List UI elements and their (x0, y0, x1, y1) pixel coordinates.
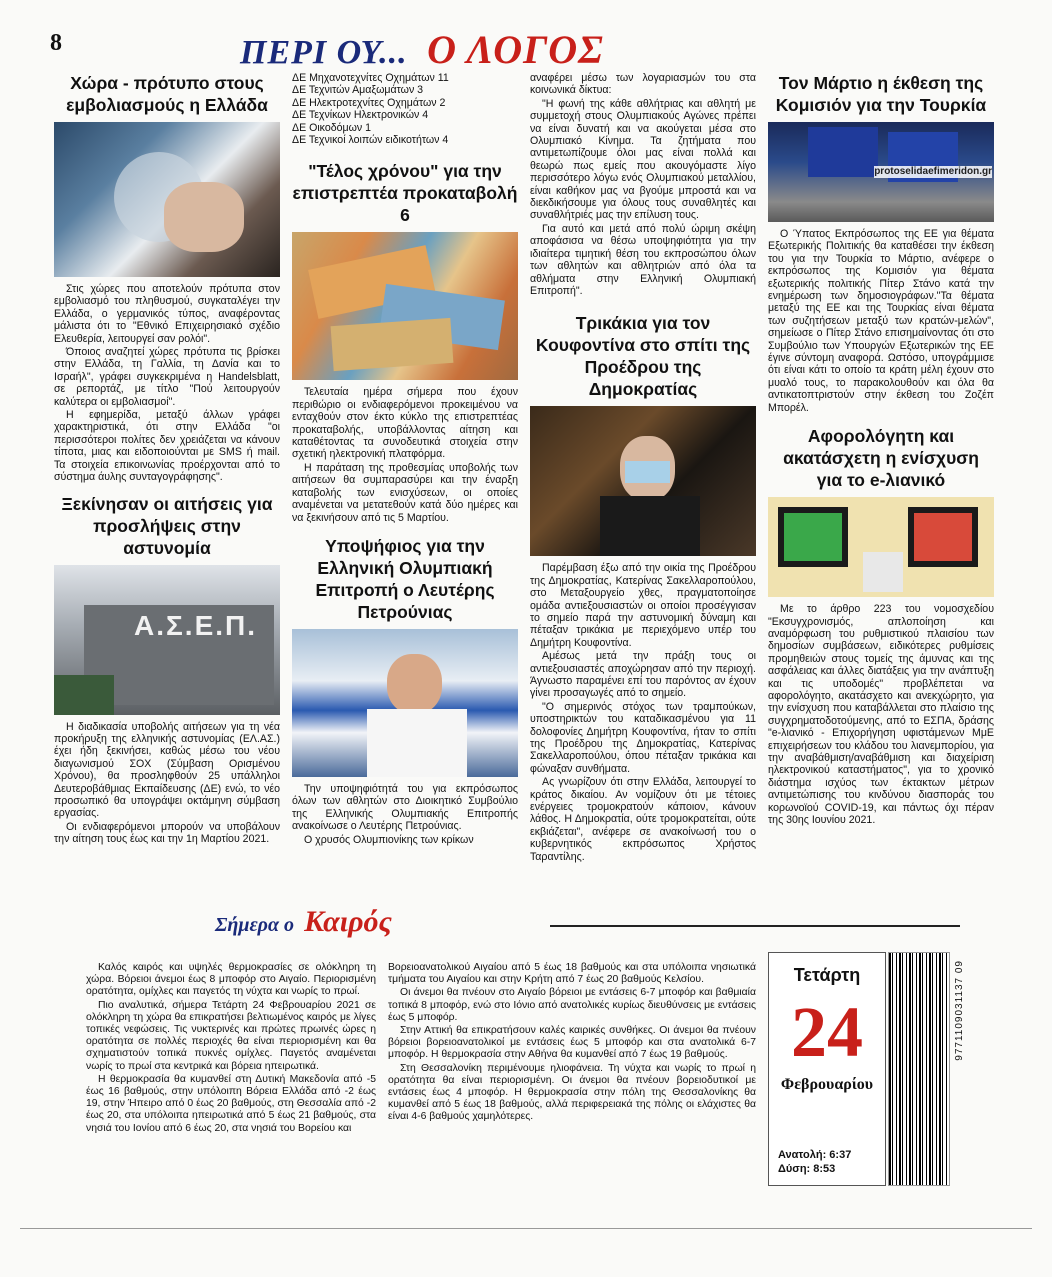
list-item: ΔΕ Τεχνικοί λοιπών ειδικοτήτων 4 (292, 134, 449, 147)
photo-euro-banknotes (292, 232, 518, 380)
photo-vaccination (54, 122, 280, 277)
sunset: Δύση: 8:53 (778, 1163, 836, 1175)
paragraph: Τελευταία ημέρα σήμερα που έχουν περιθώριο οι ενδιαφερόμενοι προκειμένου να ενταχθούν στον έκτο κύκλο της επιστρεπτέας προκαταβολής, υποβάλλοντας αίτηση και καταθέτοντας τα συνοδευτικά στοιχεία στην σχετική ηλεκτρονική πλατφόρμα. (292, 386, 518, 461)
paragraph: Ο χρυσός Ολυμπιονίκης των κρίκων (304, 833, 474, 846)
paragraph: Η διαδικασία υποβολής αιτήσεων για τη νέα προκήρυξη της ελληνικής αστυνομίας (ΕΛ.ΑΣ.) έχει ήδη ξεκινήσει, καθώς μέσω του νέου διαγωνισμού ΣΟΧ (Σύμβαση Ορισμένου Χρόνου), θα προσληφθούν 25 υπάλληλοι Δευτεροβάθμιας Εκπαίδευσης (ΔΕ) ενώ, το νέο προσωπικό θα υπογράψει οκτάμηνη σύμβαση εργασίας. (54, 720, 280, 820)
weather-title (215, 905, 392, 939)
paragraph: Καλός καιρός και υψηλές θερμοκρασίες σε ολόκληρη τη χώρα. Βόρειοι άνεμοι έως 8 μποφόρ στο Αιγαίο. Περιορισμένη ορατότητα, ομίχλες και παγετός τη νύχτα και νωρίς το πρωί. (86, 962, 376, 998)
photo-president (530, 406, 756, 556)
paragraph: Οι άνεμοι θα πνέουν στο Αιγαίο βόρειοι με εντάσεις 6-7 μποφόρ και βαθμιαία τοπικά 8 μποφόρ, ενώ στο Ιόνιο από ανατολικές κυρίως διευθύνσεις με εντάσεις έως 5 μποφόρ. (388, 987, 756, 1023)
list-item: ΔΕ Τεχνίκων Ηλεκτρονικών 4 (292, 109, 429, 122)
day-number: 24 (791, 992, 863, 1072)
paragraph: Βορειοανατολικού Αιγαίου από 5 έως 18 βαθμούς και στα υπόλοιπα νησιωτικά τμήματα του Αιγαίου και στην Κρήτη από 7 έως 20 βαθμούς Κελσίου. (388, 962, 756, 986)
paragraph: Παρέμβαση έξω από την οικία της Προέδρου της Δημοκρατίας, Κατερίνας Σακελλαροπούλου, στο Μεταξουργείο χθες, πραγματοποίησε ομάδα αντιεξουσιαστών οι οποίοι προσέγγισαν το σημείο παρά την αστυνομική δύναμη και πέταξαν τρικάκια με περιεχόμενο υπέρ του Δημήτρη Κουφοντίνα. (530, 562, 756, 649)
page-number: 8 (50, 30, 62, 56)
paragraph: Στην Αττική θα επικρατήσουν καλές καιρικές συνθήκες. Οι άνεμοι θα πνέουν βόρειοι βορειοανατολικοί με εντάσεις έως 5 μποφόρ και στα ανατολικά 6-7 μποφόρ. Η θερμοκρασία στην Αθήνα θα κυμανθεί από 7 έως 19 βαθμούς. (388, 1025, 756, 1061)
paragraph: Με το άρθρο 223 του νομοσχεδίου "Εκσυγχρονισμός, απλοποίηση και αναμόρφωση του ρυθμιστικού πλαισίου των δημοσίων συμβάσεων, ειδικότερες ρυθμίσεις προμηθειών στους τομείς της άμυνας και της ασφάλειας και άλλες διατάξεις για την ανάπτυξη και τις υποδομές" προβλέπεται να αφορολόγητο, ακατάσχετο και ανεκχώρητο, για την ενίσχυση που καταβάλλεται στο πλαίσιο της συγχρηματοδοτούμενης, από το ΕΣΠΑ, δράσης "e-λιανικό - Επιχορήγηση υφιστάμενων ΜμΕ επιχειρήσεων του κλάδου του λιανεμπορίου, για την αναβάθμιση/αναβάθμιση και διαχείριση ηλεκτρονικού καταστήματος", για το χρονικό διάστημα ισχύος των έκτακτων μέτρων αντιμετώπισης του κινδύνου διασποράς του κορωνοϊού COVID-19, και πάντως όχι πέραν της 30ης Ιουνίου 2021. (768, 603, 994, 826)
paragraph: Η εφημερίδα, μεταξύ άλλων γράφει χαρακτηριστικά, ότι στην Ελλάδα "οι περισσότεροι πολίτες δεν χρειάζεται να κάνουν τίποτα, μιας και ειδοποιούνται με SMS ή mail. Τα στοιχεία επικοινωνίας προέρχονται από το σύστημα άυλης συνταγογράφησης". (54, 409, 280, 484)
paragraph: Για αυτό και μετά από πολύ ώριμη σκέψη αποφάσισα να θέσω υποψηφιότητα για την ιδιαίτερα τιμητική θέση του εκπροσώπου όλων των αθλητών και αθλητριών από όλα τα αθλήματα στην Ελληνική Ολυμπιακή Επιτροπή". (530, 222, 756, 297)
paragraph: Η θερμοκρασία θα κυμανθεί στη Δυτική Μακεδονία από -5 έως 16 βαθμούς, στην υπόλοιπη Βόρεια Ελλάδα από -2 έως 19, στην Ήπειρο από 0 έως 20 βαθμούς, στη Θεσσαλία από -2 έως 20, στα υπόλοιπα ηπειρωτικά από 5 έως 21 βαθμούς, στα νησιά του Ιονίου από 6 έως 20, στα νησιά του Βορείου και (86, 1073, 376, 1134)
watermark: protoselidaefimeridon.gr (874, 166, 992, 177)
masthead (240, 26, 604, 73)
photo-e-retail-illustration (768, 497, 994, 597)
column-4 (768, 72, 994, 827)
weather-title-small: Σήμερα ο (215, 914, 295, 936)
headline-vaccination: Χώρα - πρότυπο στους εμβολιασμούς η Ελλάδα (66, 73, 268, 115)
headline-koufontinas: Τρικάκια για τον Κουφοντίνα στο σπίτι της Προέδρου της Δημοκρατίας (535, 313, 751, 400)
paragraph: Την υποψηφιότητά του για εκπρόσωπος όλων των αθλητών στο Διοικητικό Συμβούλιο της Ελληνικής Ολυμπιακής Επιτροπής ανακοίνωσε ο Λευτέρης Πετρούνιας. (292, 782, 518, 833)
column-2 (292, 72, 518, 847)
barcode-number: 9771109031137 09 (954, 960, 965, 1061)
paragraph: Αμέσως μετά την πράξη τους οι αντιεξουσιαστές αποχώρησαν από την περιοχή. Άγνωστο παραμένει επί του παρόντος αν έχουν γίνει προσαγωγές από το σημείο. (530, 650, 756, 700)
weather-rule (550, 925, 960, 927)
list-item: ΔΕ Τεχνιτών Αμαξωμάτων 3 (292, 84, 424, 97)
list-item: ΔΕ Μηχανοτεχνίτες Οχημάτων 11 (292, 72, 449, 84)
asep-sign: Α.Σ.Ε.Π. (134, 609, 258, 641)
positions-list (292, 72, 518, 146)
list-item: ΔΕ Ηλεκτροτεχνίτες Οχημάτων 2 (292, 96, 446, 109)
paragraph: Οι ενδιαφερόμενοι μπορούν να υποβάλουν την αίτηση τους έως και την 1η Μαρτίου 2021. (54, 820, 280, 846)
bottom-rule (20, 1228, 1032, 1229)
paragraph: Στη Θεσσαλονίκη περιμένουμε ηλιοφάνεια. Τη νύχτα και νωρίς το πρωί η ορατότητα θα είναι περιορισμένη. Οι άνεμοι θα πνέουν βορειοδυτικοί με εντάσεις έως 4 μποφόρ. Η θερμοκρασία στην πόλη της Θεσσαλονίκης θα κυμανθεί από 5 έως 18 βαθμούς, αλλά περιφερειακά της πόλης οι ελάχιστες θα είναι 4-6 βαθμούς χαμηλότερες. (388, 1062, 756, 1123)
paragraph: Η παράταση της προθεσμίας υποβολής των αιτήσεων θα συμπαρασύρει και την έναρξη καταβολής των ενισχύσεων, οι οποίες αναμένεται να μετατεθούν κατά δύο ημέρες και να ξεκινήσουν από τις 5 Μαρτίου. (292, 461, 518, 524)
paragraph: Ο Ύπατος Εκπρόσωπος της ΕΕ για θέματα Εξωτερικής Πολιτικής θα καταθέσει την έκθεση του για την Τουρκία το Μάρτιο, ανέφερε ο εκπρόσωπος της Κομισιόν για θέματα εξωτερικής πολιτικής Πίτερ Στάνο κατά την ενημέρωση των δημοσιογράφων."Τα θέματα μεταξύ της ΕΕ και της Τουρκίας είναι θέματα των συζητήσεων μεταξύ των κρατών-μελών", σημείωσε ο Πίτερ Στάνο επισημαίνοντας ότι στο Συμβούλιο των Υπουργών Εξωτερικών της ΕΕ έγινε σύντομη αναφορά. Ωστόσο, υπογράμμισε ότι είναι κάτι το οποίο τα κράτη μέλη έχουν στο μυαλό τους, το παρακολουθούν και όλα θα αντικατοπτριστούν στην έκθεση του Ζοζέπ Μπορέλ. (768, 228, 994, 414)
photo-petrounias (292, 629, 518, 777)
headline-turkey-report: Τον Μάρτιο η έκθεση της Κομισιόν για την Τουρκία (775, 73, 987, 115)
sunrise: Ανατολή: 6:37 (778, 1149, 852, 1161)
paragraph: "Η φωνή της κάθε αθλήτριας και αθλητή με συμμετοχή στους Ολυμπιακούς Αγώνες πρέπει να είναι δυνατή και να ακούγεται μέσα στο Ολυμπιακό Κίνημα. Τα ζητήματα που αντιμετωπίζουμε όλοι μας είναι πολλά και θεωρώ πως εμείς που ακουγόμαστε λίγο περισσότερο λόγω ενός Ολυμπιακού μεταλλίου, είναι καθήκον μας να βγούμε μπροστά και να διεκδικήσουμε για όλους τους συναθλητές και συναθλήτριές μας την επίλυση τους. (530, 97, 756, 222)
day-name: Τετάρτη (793, 965, 861, 985)
headline-petrounias: Υποψήφιος για την Ελληνική Ολυμπιακή Επιτροπή ο Λευτέρης Πετρούνιας (315, 535, 495, 622)
headline-police: Ξεκίνησαν οι αιτήσεις για προσλήψεις στην αστυνομία (61, 493, 273, 558)
paragraph: Ας γνωρίζουν ότι στην Ελλάδα, λειτουργεί το κράτος δικαίου. Αν νομίζουν ότι με τέτοιες ενέργειες τρομοκρατούν κάποιον, κάνουν λάθος. Η Δημοκρατία, ούτε τρομοκρατείται, ούτε εκβιάζεται", ανέφερε σε ανακοίνωσή του ο κυβερνητικός εκπρόσωπος Χρήστος Ταραντίλης. (530, 776, 756, 863)
paragraph: Στις χώρες που αποτελούν πρότυπα στον εμβολιασμό του πληθυσμού, συγκαταλέγει την Ελλάδα, ο γερμανικός τύπος, αναφέροντας μάλιστα ότι το "Εθνικό Επιχειρησιακό σχέδιο Ελευθερία, λειτουργεί σαν ρολόι". (54, 283, 280, 345)
column-1 (54, 72, 280, 847)
paragraph: "Ο σημερινός στόχος των τραμπούκων, υποστηρικτών του καταδικασμένου για 11 δολοφονίες Δημήτρη Κουφοντίνα, ήταν το σπίτι της Προέδρου της Δημοκρατίας, Κατερίνας Σακελλαροπούλου, όπου πέταξαν τρικάκια και φώναξαν συνθήματα. (530, 700, 756, 775)
sun-times (778, 1148, 851, 1176)
column-3 (530, 72, 756, 864)
headline-e-retail: Αφορολόγητη και ακατάσχετη η ενίσχυση για το e-λιανικό (783, 426, 979, 491)
paragraph: Όποιος αναζητεί χώρες πρότυπα τις βρίσκει στην Ελλάδα, τη Γαλλία, τη Δανία και το Ισραήλ", γράφει συγκεκριμένα η Handelsblatt, σε ρεπορτάζ, με τίτλο "Πού λειτουργούν καλύτερα οι εμβολιασμοί". (54, 346, 280, 408)
weather-right-text (388, 962, 756, 1125)
masthead-left: ΠΕΡΙ ΟΥ... (240, 34, 408, 71)
paragraph: Πιο αναλυτικά, σήμερα Τετάρτη 24 Φεβρουαρίου 2021 σε ολόκληρη τη χώρα θα επικρατήσει βελτιωμένος καιρός με λίγες τοπικές νεφώσεις. Τις νυκτερινές και πρώτες πρωινές ώρες η ορατότητα σε πολλές περιοχές θα είναι περιορισμένη και θα σχηματιστούν τοπικά πυκνές ομίχλες. Παγετός αναμένεται νωρίς το πρωί στα κεντρικά και βόρεια ηπειρωτικά. (86, 999, 376, 1072)
barcode (888, 952, 950, 1186)
paragraph: αναφέρει μέσω των λογαριασμών του στα κοινωνικά δίκτυα: (530, 72, 756, 97)
list-item: ΔΕ Οικοδόμων 1 (292, 121, 372, 134)
headline-prepayment: "Τέλος χρόνου" για την επιστρεπτέα προκαταβολή 6 (292, 161, 518, 226)
photo-asep-building (54, 565, 280, 715)
month-name: Φεβρουαρίου (780, 1076, 874, 1093)
photo-eu-flags (768, 122, 994, 222)
weather-title-big: Καιρός (304, 905, 392, 938)
weather-left-text (86, 962, 376, 1136)
masthead-right: Ο ΛΟΓΟΣ (427, 27, 604, 72)
